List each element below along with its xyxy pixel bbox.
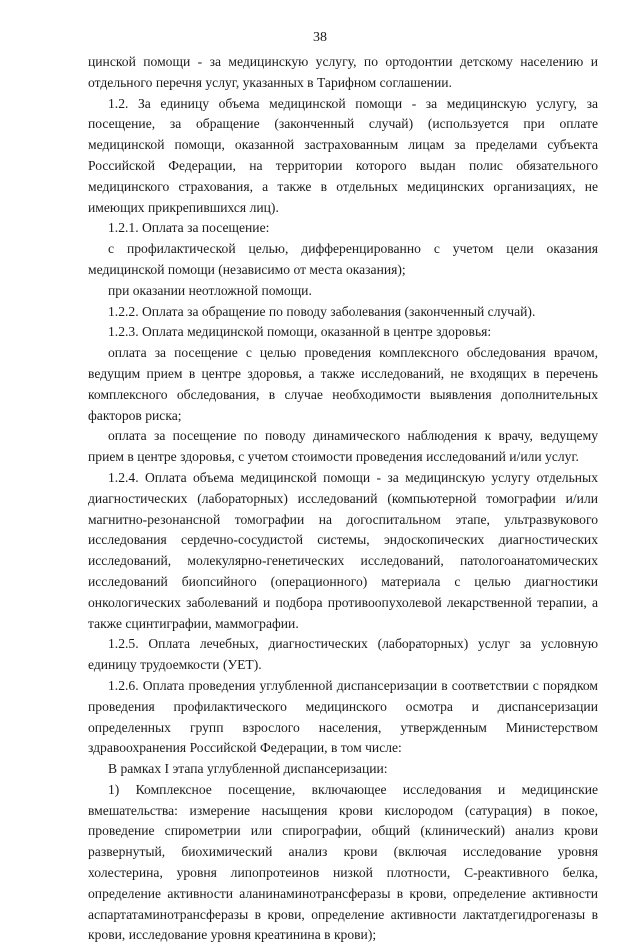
paragraph: 1.2. За единицу объема медицинской помощи - за медицинскую услугу, за посещение, за обращение (законченный случай) (используется при оплате медицинской помощи, оказанной застрахованным лицам за пределами субъекта Российской Федерации, на территории которого выдан полис обязательного медицинского страхования, а также в отдельных медицинских организациях, не имеющих прикрепившихся лиц). bbox=[88, 95, 598, 215]
paragraph: 1.2.2. Оплата за обращение по поводу заболевания (законченный случай). bbox=[108, 303, 536, 319]
paragraph: цинской помощи - за медицинскую услугу, по ортодонтии детскому населению и отдельного перечня услуг, указанных в Тарифном соглашении. bbox=[88, 54, 598, 90]
paragraph: 1) Комплексное посещение, включающее исследования и медицинские вмешательства: измерение насыщения крови кислородом (сатурация) в покое, проведение спирометрии или спирографии, общий (клинический) анализ крови развернутый, биохимический анализ крови (включая исследование уровня холестерина, уровня липопротеинов низкой плотности, С-реактивного белка, определение активности аланинаминотрансферазы в крови, определение активности аспартатаминотрансферазы в крови, определение активности лактатдегидрогеназы в крови, исследование уровня креатинина в крови); bbox=[88, 781, 598, 943]
paragraph: оплата за посещение по поводу динамического наблюдения к врачу, ведущему прием в центре здоровья, с учетом стоимости проведения исследований и/или услуг. bbox=[88, 428, 598, 465]
paragraph: при оказании неотложной помощи. bbox=[108, 282, 312, 298]
page-number: 38 bbox=[313, 30, 327, 45]
paragraph: 1.2.6. Оплата проведения углубленной диспансеризации в соответствии с порядком проведения профилактического медицинского осмотра и диспансеризации определенных групп взрослого населения, утвержденным Министерством здравоохранения Российской Федерации, в том числе: bbox=[88, 677, 598, 756]
paragraph: оплата за посещение с целью проведения комплексного обследования врачом, ведущим прием в центре здоровья, а также исследований, не входящих в перечень комплексного обследования, в случае необходимости выявления дополнительных факторов риска; bbox=[88, 345, 598, 423]
paragraph: В рамках I этапа углубленной диспансеризации: bbox=[108, 761, 388, 777]
document-body bbox=[88, 52, 598, 946]
paragraph: 1.2.5. Оплата лечебных, диагностических (лабораторных) услуг за условную единицу трудоемкости (УЕТ). bbox=[88, 636, 598, 673]
paragraph: 1.2.4. Оплата объема медицинской помощи - за медицинскую услугу отдельных диагностических (лабораторных) исследований (компьютерной томографии и/или магнитно-резонансной томографии на догоспитальном этапе, ультразвукового исследования сердечно-сосудистой системы, эндоскопических диагностических исследований, молекулярно-генетических исследований, патологоанатомических исследований биопсийного (операционного) материала с целью диагностики онкологических заболеваний и подбора противоопухолевой лекарственной терапии, а также сцинтиграфии, маммографии. bbox=[88, 469, 598, 631]
paragraph: 1.2.1. Оплата за посещение: bbox=[108, 220, 270, 236]
paragraph: с профилактической целью, дифференцированно с учетом цели оказания медицинской помощи (независимо от места оказания); bbox=[88, 241, 598, 277]
paragraph: 1.2.3. Оплата медицинской помощи, оказанной в центре здоровья: bbox=[108, 324, 492, 340]
